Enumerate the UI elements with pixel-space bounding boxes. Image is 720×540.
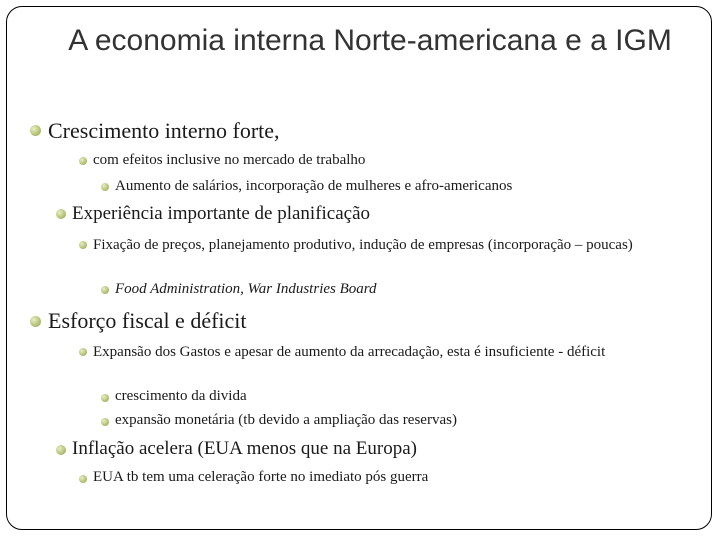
bullet-expansao-gastos: Expansão dos Gastos e apesar de aumento da arrecadação, esta é insuficiente - déficit: [93, 344, 606, 360]
bullet-icon: [101, 183, 109, 191]
bullet-icon: [101, 418, 109, 426]
slide-title: A economia interna Norte-americana e a IGM: [68, 24, 672, 57]
bullet-inflacao: Inflação acelera (EUA menos que na Europa): [72, 438, 417, 459]
bullet-eua-aceleracao: EUA tb tem uma celeração forte no imediato pós guerra: [93, 469, 429, 485]
bullet-icon: [101, 394, 109, 402]
bullet-icon: [79, 348, 87, 356]
bullet-icon: [56, 445, 66, 455]
bullet-mercado-trabalho: com efeitos inclusive no mercado de trabalho: [93, 152, 366, 168]
bullet-icon: [56, 209, 66, 219]
bullet-icon: [30, 316, 41, 327]
bullet-icon: [30, 125, 41, 136]
bullet-icon: [101, 286, 109, 294]
bullet-fixacao-precos: Fixação de preços, planejamento produtivo, indução de empresas (incorporação – poucas): [93, 237, 633, 253]
bullet-esforco-fiscal: Esforço fiscal e déficit: [48, 308, 247, 333]
bullet-planificacao: Experiência importante de planificação: [72, 203, 371, 224]
bullet-icon: [79, 157, 87, 165]
bullet-icon: [79, 475, 87, 483]
bullet-icon: [79, 241, 87, 249]
bullet-food-administration: Food Administration, War Industries Board: [115, 281, 377, 297]
bullet-crescimento: Crescimento interno forte,: [48, 118, 280, 143]
bullet-salarios: Aumento de salários, incorporação de mulheres e afro-americanos: [115, 178, 513, 194]
bullet-expansao-monetaria: expansão monetária (tb devido a ampliação das reservas): [115, 412, 457, 428]
bullet-crescimento-divida: crescimento da divida: [115, 388, 247, 404]
